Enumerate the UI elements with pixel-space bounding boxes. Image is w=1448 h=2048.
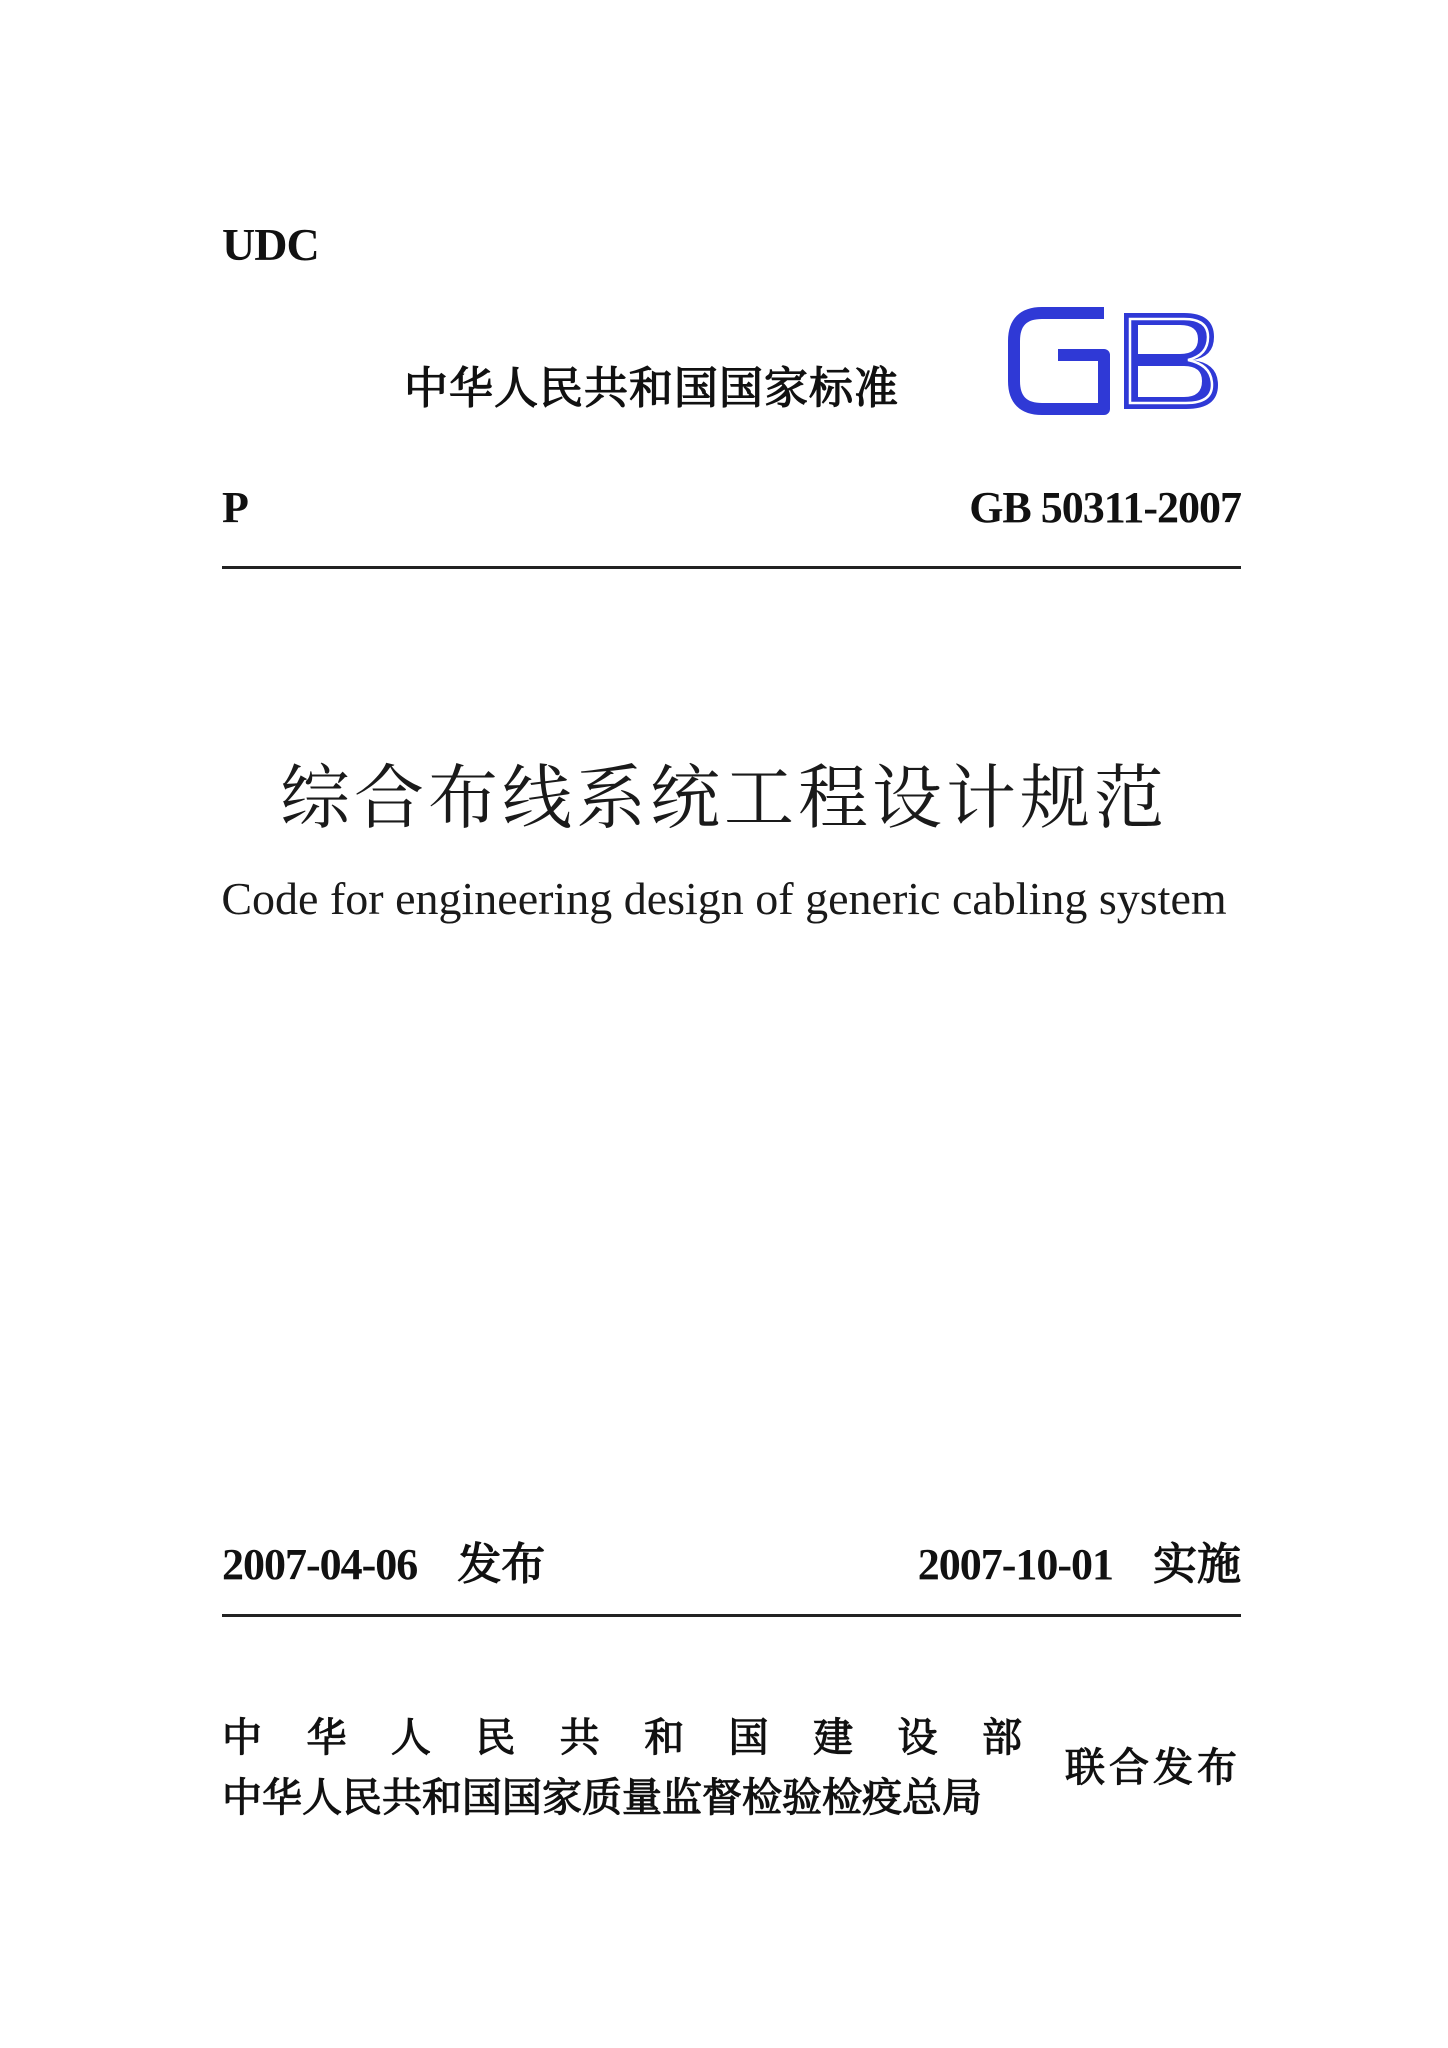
issuer-char: 中	[222, 1715, 262, 1761]
issue-date-block	[222, 1528, 545, 1592]
implementation-label: 实施	[1153, 1539, 1241, 1590]
issuer-char: 人	[390, 1715, 431, 1761]
udc-label: UDC	[222, 219, 319, 270]
issuer-char: 共	[559, 1715, 600, 1761]
issue-label: 发布	[457, 1539, 546, 1590]
implementation-date-block	[918, 1528, 1241, 1592]
standard-number: GB 50311-2007	[969, 483, 1241, 532]
issuer-char: 国	[728, 1715, 769, 1761]
issuer-char: 和	[644, 1715, 685, 1761]
issuer-char: 部	[981, 1715, 1022, 1761]
national-standard-heading: 中华人民共和国国家标准	[404, 363, 899, 414]
issuer-char: 设	[897, 1715, 938, 1761]
title-chinese: 综合布线系统工程设计规范	[280, 757, 1168, 839]
issue-date: 2007-04-06	[222, 1540, 418, 1589]
issuer-char: 华	[306, 1715, 347, 1761]
issuer-quality-line: 中华人民共和国国家质量监督检验检疫总局	[222, 1775, 982, 1821]
issuer-ministry-line	[222, 1706, 1022, 1763]
issuer-char: 民	[475, 1715, 516, 1761]
bottom-divider	[222, 1614, 1241, 1617]
top-divider	[222, 566, 1241, 569]
joint-issue-label: 联合发布	[1065, 1745, 1241, 1791]
category-code: P	[222, 483, 249, 532]
implementation-date: 2007-10-01	[917, 1540, 1113, 1589]
issuer-char: 建	[813, 1715, 854, 1761]
gb-logo	[1008, 305, 1226, 417]
title-english: Code for engineering design of generic cabling system	[221, 873, 1227, 924]
